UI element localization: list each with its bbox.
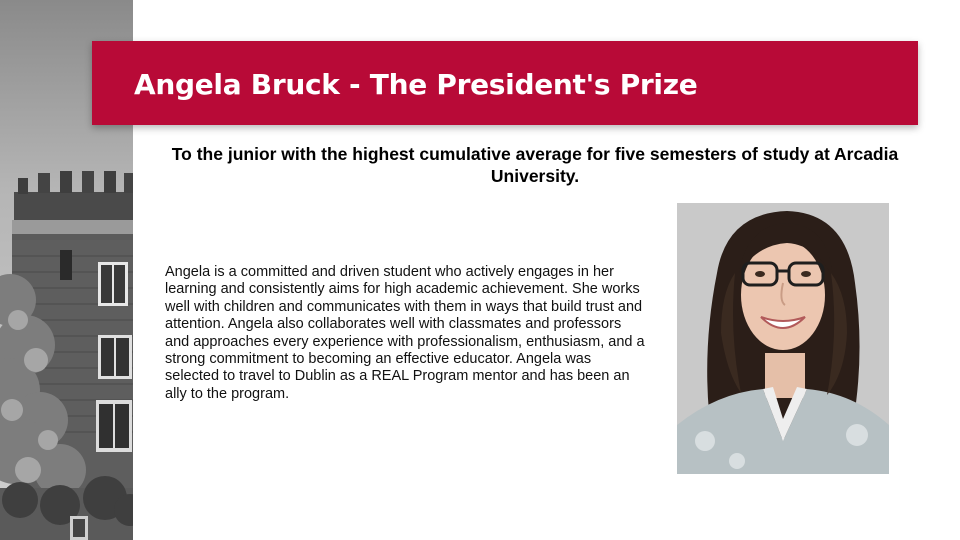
slide-title: Angela Bruck - The President's Prize [134, 68, 698, 101]
award-description: To the junior with the highest cumulative average for five semesters of study at Arcadia University. [171, 144, 899, 186]
title-banner [92, 41, 918, 125]
student-portrait [677, 203, 889, 474]
student-bio: Angela is a committed and driven student who actively engages in her learning and consistently aims for high academic achievement. She works well with children and communicates with them in ways that build trust and attention. Angela also collaborates well with classmates and professors and approaches every experience with professionalism, enthusiasm, and a strong commitment to becoming an effective educator. Angela was selected to travel to Dublin as a REAL Program mentor and has been an ally to the program. [165, 264, 645, 402]
